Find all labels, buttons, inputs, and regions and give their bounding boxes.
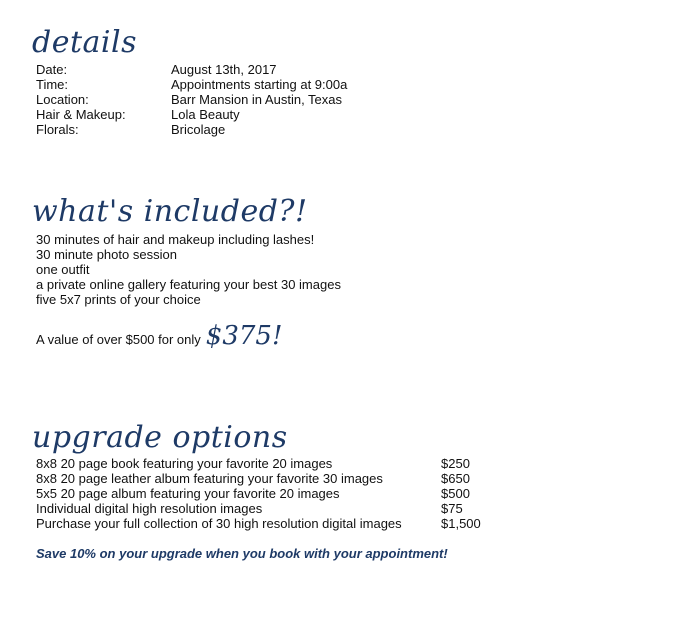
details-value: Appointments starting at 9:00a [171,77,348,92]
details-value: Bricolage [171,122,226,137]
upgrade-desc: Purchase your full collection of 30 high resolution digital images [36,516,402,531]
table-row [36,486,501,501]
upgrade-desc: 8x8 20 page book featuring your favorite 20 images [36,456,333,471]
table-row [36,471,501,486]
details-row-location [36,92,347,107]
details-row-hair-makeup [36,107,347,122]
table-row [36,501,501,516]
upgrade-price: $1,500 [441,516,481,531]
details-heading: details [32,25,137,60]
details-value: Barr Mansion in Austin, Texas [171,92,343,107]
details-label: Time: [36,77,69,92]
details-table [36,62,347,137]
upgrade-heading: upgrade options [32,420,288,455]
included-list [36,232,341,307]
upgrade-desc: 8x8 20 page leather album featuring your favorite 30 images [36,471,383,486]
value-price: $375! [205,321,283,351]
list-item: five 5x7 prints of your choice [36,292,201,307]
upgrade-price: $250 [441,456,470,471]
value-text: A value of over $500 for only [36,332,201,347]
list-item: 30 minutes of hair and makeup including lashes! [36,232,315,247]
upgrade-desc: 5x5 20 page album featuring your favorite 20 images [36,486,340,501]
upgrade-table [36,456,501,531]
details-row-florals [36,122,347,137]
list-item: 30 minute photo session [36,247,177,262]
details-row-time [36,77,347,92]
upgrade-price: $75 [441,501,463,516]
details-label: Florals: [36,122,79,137]
list-item: a private online gallery featuring your best 30 images [36,277,341,292]
included-heading: what's included?! [32,194,308,229]
upgrade-price: $500 [441,486,470,501]
table-row [36,516,501,531]
details-label: Hair & Makeup: [36,107,126,122]
upgrade-price: $650 [441,471,470,486]
details-label: Location: [36,92,89,107]
details-row-date [36,62,347,77]
details-label: Date: [36,62,68,77]
details-value: Lola Beauty [171,107,240,122]
upgrade-desc: Individual digital high resolution images [36,501,263,516]
details-value: August 13th, 2017 [171,62,277,77]
list-item: one outfit [36,262,90,277]
promo-text: Save 10% on your upgrade when you book with your appointment! [36,546,448,561]
value-statement [36,322,282,358]
table-row [36,456,501,471]
